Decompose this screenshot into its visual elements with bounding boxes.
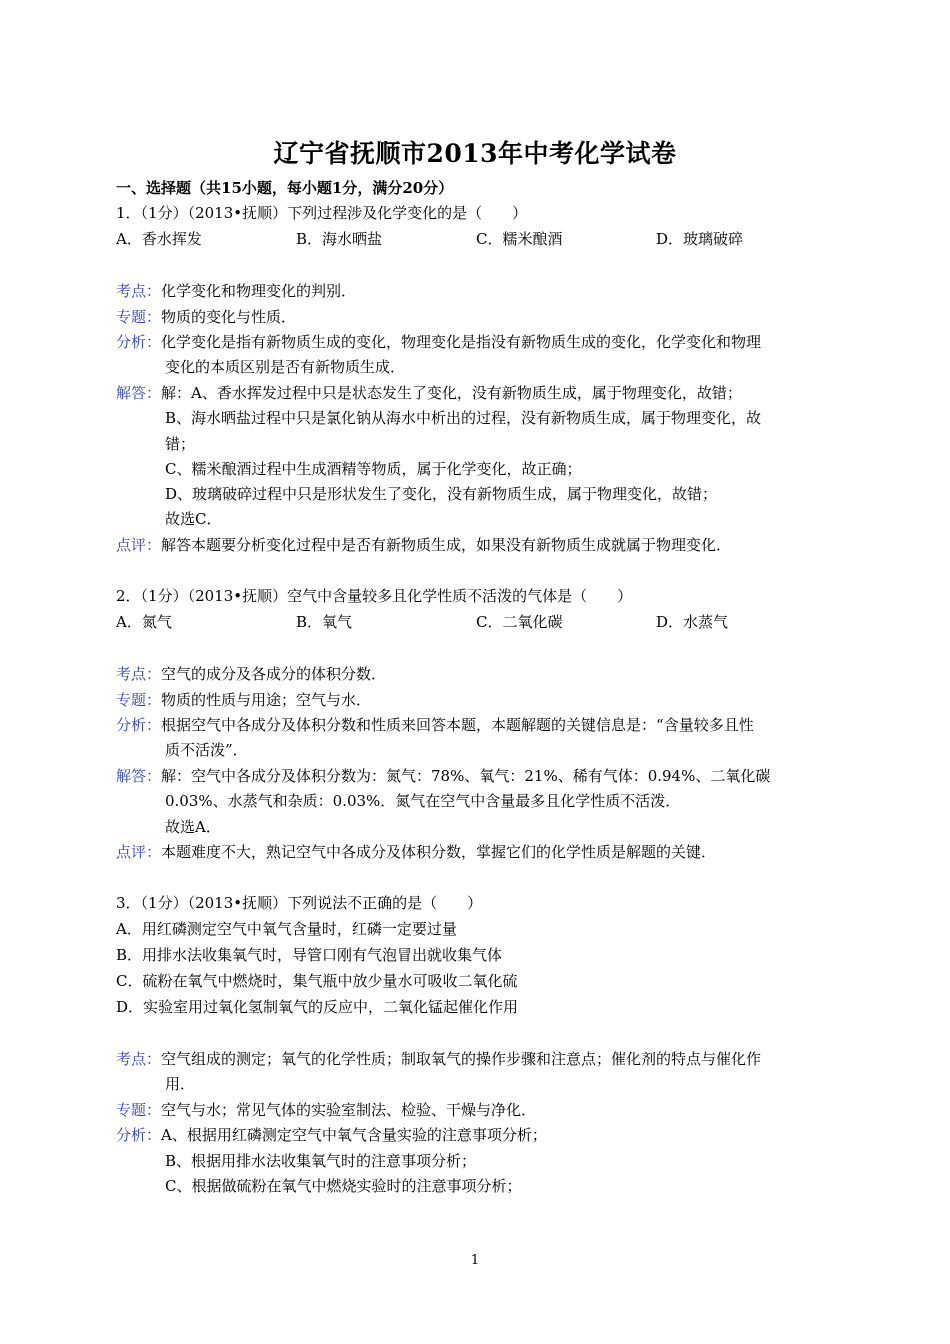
q1-dianping-text: 解答本题要分析变化过程中是否有新物质生成，如果没有新物质生成就属于物理变化． (161, 536, 732, 554)
dianping-label: 点评： (116, 536, 162, 554)
q1-jieda-b: B、海水晒盐过程中只是氯化钠从海水中析出的过程，没有新物质生成，属于物理变化，故 (165, 409, 762, 427)
q1-jieda-c: C、糯米酿酒过程中生成酒精等物质，属于化学变化，故正确； (165, 460, 582, 478)
kaodian-label: 考点： (116, 282, 162, 300)
q3-option-c: C．硫粉在氧气中燃烧时，集气瓶中放少量水可吸收二氧化硫 (116, 972, 518, 990)
q2-zhuanti-text: 物质的性质与用途；空气与水． (161, 691, 372, 709)
q1-fenxi-text: 化学变化是指有新物质生成的变化，物理变化是指没有新物质生成的变化，化学变化和物理 (161, 333, 762, 351)
q2-option-d: D．水蒸气 (656, 613, 729, 631)
q2-option-a: A．氮气 (116, 613, 172, 631)
q2-fenxi (116, 715, 754, 735)
q1-jieda-d: D、玻璃破碎过程中只是形状发生了变化，没有新物质生成，属于物理变化，故错； (165, 485, 718, 503)
q3-fenxi-b: B、根据用排水法收集氧气时的注意事项分析； (165, 1152, 477, 1170)
q3-option-d: D．实验室用过氧化氢制氧气的反应中，二氧化锰起催化作用 (116, 998, 519, 1016)
q3-kaodian-text: 空气组成的测定；氧气的化学性质；制取氧气的操作步骤和注意点；催化剂的特点与催化作 (161, 1050, 762, 1068)
q2-option-c: C．二氧化碳 (476, 613, 563, 631)
q3-fenxi (116, 1125, 547, 1145)
q2-dianping-text: 本题难度不大，熟记空气中各成分及体积分数，掌握它们的化学性质是解题的关键． (161, 843, 717, 861)
q2-jieda-text: 解：空气中各成分及体积分数为：氮气：78%、氧气：21%、稀有气体：0.94%、二氧化碳 (161, 767, 771, 785)
jieda-label: 解答： (116, 384, 162, 402)
q1-dianping (116, 535, 731, 555)
q1-option-b: B．海水晒盐 (296, 230, 383, 248)
q3-option-b: B．用排水法收集氧气时，导管口刚有气泡冒出就收集气体 (116, 946, 503, 964)
kaodian-label: 考点： (116, 1050, 162, 1068)
q1-zhuanti (116, 307, 296, 327)
dianping-label: 点评： (116, 843, 162, 861)
zhuanti-label: 专题： (116, 1101, 162, 1119)
q1-kaodian (116, 281, 356, 301)
q2-kaodian (116, 664, 386, 684)
q1-option-c: C．糯米酿酒 (476, 230, 563, 248)
q3-stem: 3．（1分）（2013•抚顺）下列说法不正确的是（ ） (116, 894, 483, 912)
q3-fenxi-c: C、根据做硫粉在氧气中燃烧实验时的注意事项分析； (165, 1177, 522, 1195)
q2-answer: 故选A． (165, 818, 221, 836)
q3-fenxi-text: A、根据用红磷测定空气中氧气含量实验的注意事项分析； (161, 1126, 547, 1144)
q3-zhuanti (116, 1100, 536, 1120)
zhuanti-label: 专题： (116, 691, 162, 709)
zhuanti-label: 专题： (116, 308, 162, 326)
fenxi-label: 分析： (116, 716, 162, 734)
q2-fenxi-cont: 质不活泼”． (165, 741, 248, 759)
q1-answer: 故选C． (165, 510, 222, 528)
q3-zhuanti-text: 空气与水；常见气体的实验室制法、检验、干燥与净化． (161, 1101, 537, 1119)
q1-kaodian-text: 化学变化和物理变化的判别． (161, 282, 357, 300)
section-heading: 一、选择题（共15小题，每小题1分，满分20分） (116, 179, 454, 197)
q1-option-d: D．玻璃破碎 (656, 230, 744, 248)
q1-fenxi (116, 332, 761, 352)
q1-stem: 1．（1分）（2013•抚顺）下列过程涉及化学变化的是（ ） (116, 204, 528, 222)
q1-jieda (116, 383, 742, 403)
q1-option-a: A．香水挥发 (116, 230, 202, 248)
q2-dianping (116, 842, 716, 862)
fenxi-label: 分析： (116, 1126, 162, 1144)
q1-fenxi-cont: 变化的本质区别是否有新物质生成． (165, 358, 406, 376)
q3-kaodian-cont: 用． (165, 1075, 196, 1093)
q2-kaodian-text: 空气的成分及各成分的体积分数． (161, 665, 387, 683)
q1-jieda-b-cont: 错； (165, 435, 196, 453)
q2-fenxi-text: 根据空气中各成分及体积分数和性质来回答本题，本题解题的关键信息是：“含量较多且性 (161, 716, 754, 734)
q2-jieda (116, 766, 770, 786)
q1-jieda-text: 解：A、香水挥发过程中只是状态发生了变化，没有新物质生成，属于物理变化，故错； (161, 384, 742, 402)
q2-zhuanti (116, 690, 371, 710)
q3-kaodian (116, 1049, 761, 1069)
q2-option-b: B．氧气 (296, 613, 353, 631)
fenxi-label: 分析： (116, 333, 162, 351)
q2-stem: 2．（1分）（2013•抚顺）空气中含量较多且化学性质不活泼的气体是（ ） (116, 587, 633, 605)
q3-option-a: A．用红磷测定空气中氧气含量时，红磷一定要过量 (116, 920, 457, 938)
q1-zhuanti-text: 物质的变化与性质． (161, 308, 297, 326)
kaodian-label: 考点： (116, 665, 162, 683)
page-title: 辽宁省抚顺市2013年中考化学试卷 (273, 139, 677, 168)
q2-jieda-cont: 0.03%、水蒸气和杂质：0.03%．氮气在空气中含量最多且化学性质不活泼． (165, 792, 681, 810)
page-number: 1 (470, 1253, 480, 1268)
jieda-label: 解答： (116, 767, 162, 785)
